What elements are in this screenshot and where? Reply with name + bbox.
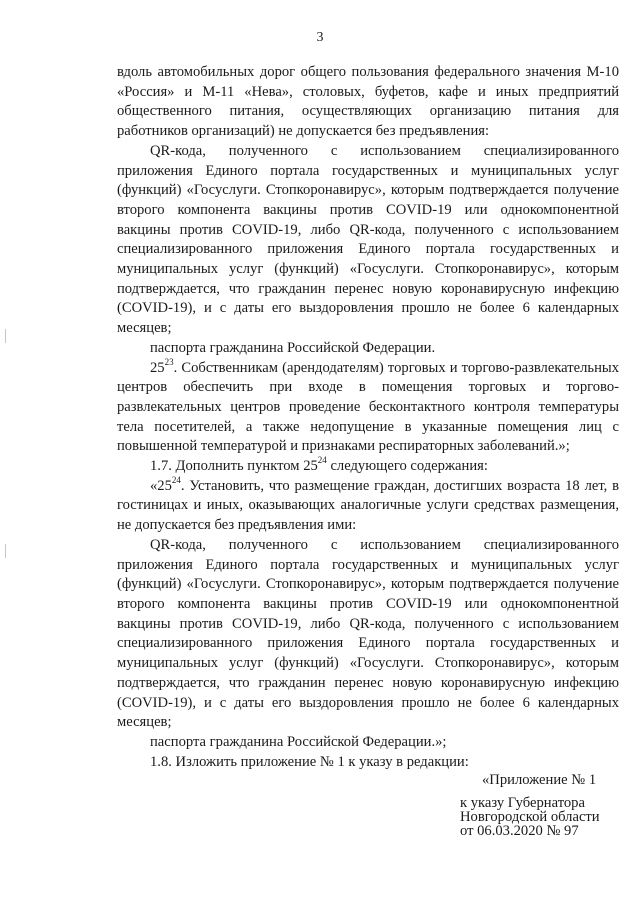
paragraph: вдоль автомобильных дорог общего пользования федерального значения М-10 «Россия» и М-11 «Нева», столовых, буфетов, кафе и иных предприятий общественного питания, осуществляющих организацию питания для работников организаций) не допускается без предъявления: [117, 64, 619, 140]
margin-mark [5, 544, 6, 558]
appendix-line: к указу Губернатора [460, 795, 585, 811]
paragraph: паспорта гражданина Российской Федерации. [150, 339, 436, 356]
margin-mark [5, 329, 6, 343]
document-body [117, 63, 619, 772]
appendix-block [460, 771, 630, 838]
paragraph: паспорта гражданина Российской Федерации.»; [150, 733, 447, 750]
appendix-reference [460, 796, 630, 838]
paragraph: QR-кода, полученного с использованием специализированного приложения Единого портала государственных и муниципальных услуг (функций) «Госуслуги. Стопкоронавирус», которым подтверждается получение второго компонента вакцины против COVID-19 или однокомпонентной вакцины против COVID-19, либо QR-кода, полученного с использованием специализированного приложения Единого портала государственных и муниципальных услуг (функций) «Госуслуги. Стопкоронавирус», которым подтверждается, что гражданин перенес новую коронавирусную инфекцию (COVID-19), и с даты его выздоровления прошло не более 6 календарных месяцев; [117, 142, 619, 337]
appendix-line: Новгородской области [460, 809, 600, 825]
superscript: 24 [171, 474, 181, 485]
paragraph: $25^{23}$. Собственникам (арендодателям) торговых и торгово-развлекательных центров обеспечить при входе в помещения торговых и торгово-развлекательных центров проведение бесконтактного контроля температуры тела посетителей, а также недопущение в указанные помещения лиц с повышенной температурой и признаками респираторных заболеваний.»; [117, 356, 619, 455]
paragraph: 1.8. Изложить приложение № 1 к указу в редакции: [150, 753, 469, 770]
appendix-heading: «Приложение № 1 [482, 772, 597, 788]
paragraph: QR-кода, полученного с использованием специализированного приложения Единого портала государственных и муниципальных услуг (функций) «Госуслуги. Стопкоронавирус», которым подтверждается получение второго компонента вакцины против COVID-19 или однокомпонентной вакцины против COVID-19, либо QR-кода, полученного с использованием специализированного приложения Единого портала государственных и муниципальных услуг (функций) «Госуслуги. Стопкоронавирус», которым подтверждается, что гражданин перенес новую коронавирусную инфекцию (COVID-19), и с даты его выздоровления прошло не более 6 календарных месяцев; [117, 536, 619, 731]
paragraph: «$25^{24}$. Установить, что размещение граждан, достигших возраста 18 лет, в гостиницах и иных, оказывающих аналогичные услуги средствах размещения, не допускается без предъявления ими: [117, 474, 619, 534]
appendix-line: от 06.03.2020 № 97 [460, 823, 579, 839]
superscript: 23 [164, 356, 174, 367]
superscript: 24 [317, 455, 327, 466]
page-number: 3 [316, 30, 324, 45]
paragraph: 1.7. Дополнить пунктом $25^{24}$ следующего содержания: [150, 455, 488, 475]
